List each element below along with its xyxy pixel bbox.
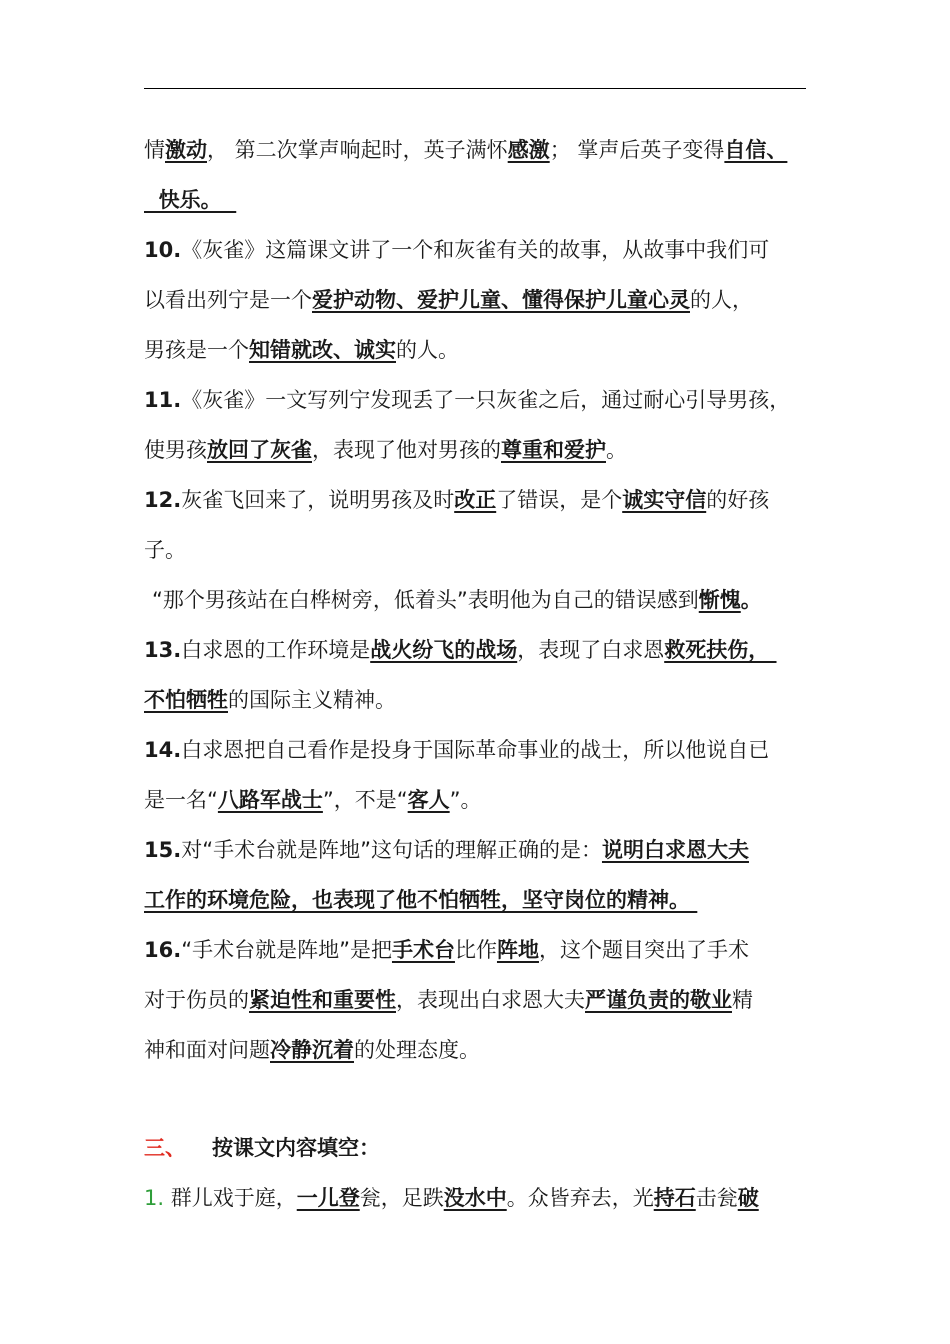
- text-line: 对于伤员的紧迫性和重要性，表现出白求恩大夫严谨负责的敬业精: [144, 988, 753, 1012]
- text-line: 快乐。: [144, 188, 237, 212]
- text-line: 子。: [144, 538, 186, 562]
- item-14-line: 14.白求恩把自己看作是投身于国际革命事业的战士，所以他说自已: [144, 738, 770, 762]
- text-line: 神和面对问题冷静沉着的处理态度。: [144, 1038, 480, 1062]
- section-marker: 三、: [144, 1136, 186, 1160]
- fill-item-1: 1. 群儿戏于庭，一儿登瓮，足跌没水中。众皆弃去，光持石击瓮破: [144, 1186, 759, 1210]
- item-15-line: 15.对“手术台就是阵地”这句话的理解正确的是：说明白求恩大夫: [144, 838, 749, 862]
- item-16-line: 16.“手术台就是阵地”是把手术台比作阵地，这个题目突出了手术: [144, 938, 749, 962]
- text-line: 不怕牺牲的国际主义精神。: [144, 688, 396, 712]
- text-line: 使男孩放回了灰雀，表现了他对男孩的尊重和爱护。: [144, 438, 627, 462]
- section-heading: [144, 1133, 380, 1163]
- text-line: 情激动， 第二次掌声响起时，英子满怀感激； 掌声后英子变得自信、: [144, 138, 788, 162]
- text-line: 工作的环境危险，也表现了他不怕牺牲，坚守岗位的精神。: [144, 888, 698, 912]
- item-11-line: 11.《灰雀》一文写列宁发现丢了一只灰雀之后，通过耐心引导男孩，: [144, 388, 791, 412]
- item-13-line: 13.白求恩的工作环境是战火纷飞的战场，表现了白求恩救死扶伤，: [144, 638, 777, 662]
- item-12-line: 12.灰雀飞回来了，说明男孩及时改正了错误，是个诚实守信的好孩: [144, 488, 770, 512]
- section-title: 按课文内容填空：: [212, 1136, 380, 1160]
- item-10-line: 10.《灰雀》这篇课文讲了一个和灰雀有关的故事，从故事中我们可: [144, 238, 770, 262]
- text-line: “那个男孩站在白桦树旁，低着头”表明他为自己的错误感到惭愧。: [152, 588, 762, 612]
- text-line: 是一名“八路军战士”，不是“客人”。: [144, 788, 482, 812]
- header-rule: [144, 88, 806, 89]
- text-line: 男孩是一个知错就改、诚实的人。: [144, 338, 459, 362]
- text-line: 以看出列宁是一个爱护动物、爱护儿童、懂得保护儿童心灵的人，: [144, 288, 753, 312]
